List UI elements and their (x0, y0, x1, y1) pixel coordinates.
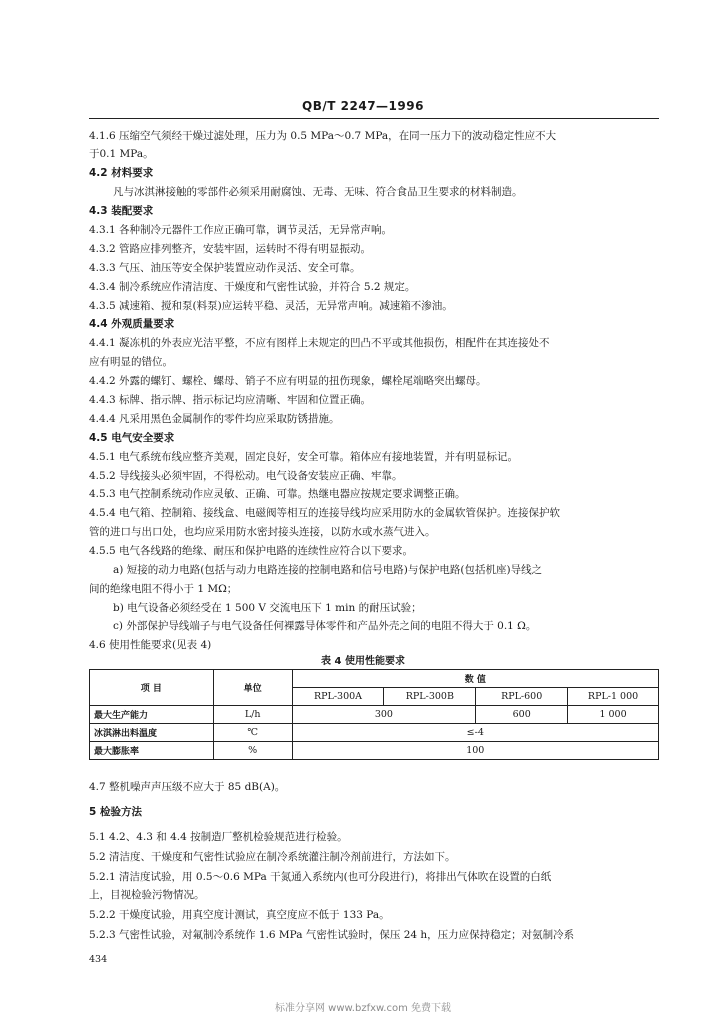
cell-value: 100 (292, 742, 658, 760)
text-line: 4.5.3 电气控制系统动作应灵敏、正确、可靠。热继电器应按规定要求调整正确。 (89, 488, 466, 500)
text-line: c) 外部保护导线端子与电气设备任何裸露导体零件和产品外壳之间的电阻不得大于 0.1 Ω。 (113, 620, 537, 632)
text-line: 上，目视检验污物情况。 (89, 889, 205, 901)
cell-value: ≤-4 (292, 724, 658, 742)
row-unit: % (213, 742, 292, 760)
text-line: 4.3.1 各种制冷元器件工作应正确可靠，调节灵活，无异常声响。 (89, 224, 393, 236)
header-unit: 单位 (213, 670, 292, 706)
table-row (90, 724, 659, 742)
row-unit: L/h (213, 706, 292, 724)
model-header: RPL-300B (384, 688, 476, 706)
text-line: 4.1.6 压缩空气须经干燥过滤处理，压力为 0.5 MPa～0.7 MPa，在同一压力下的波动稳定性应不大 (89, 130, 557, 142)
section-heading: 4.4 外观质量要求 (89, 318, 175, 330)
model-header: RPL-1 000 (568, 688, 659, 706)
cell-value: 300 (292, 706, 476, 724)
text-line: 4.3.5 减速箱、搅和泵(料泵)应运转平稳、灵活，无异常声响。减速箱不渗油。 (89, 300, 453, 312)
text-line: 管的进口与出口处，也均应采用防水密封接头连接，以防水或水蒸气进入。 (89, 526, 436, 538)
section-heading: 5 检验方法 (89, 806, 142, 818)
model-header: RPL-300A (292, 688, 384, 706)
text-line: 5.1 4.2、4.3 和 4.4 按制造厂整机检验规范进行检验。 (89, 831, 348, 843)
text-line: a) 短接的动力电路(包括与动力电路连接的控制电路和信号电路)与保护电路(包括机座)导线之 (113, 564, 543, 576)
section-heading: 4.2 材料要求 (89, 167, 154, 179)
cell-value: 1 000 (568, 706, 659, 724)
text-line: 4.4.4 凡采用黑色金属制作的零件均应采取防锈措施。 (89, 413, 340, 425)
text-line: 5.2.2 干燥度试验，用真空度计测试，真空度应不低于 133 Pa。 (89, 909, 390, 921)
text-line: 4.5.2 导线接头必须牢固，不得松动。电气设备安装应正确、牢靠。 (89, 470, 403, 482)
text-line: 4.3.2 管路应排列整齐，安装牢固，运转时不得有明显振动。 (89, 243, 372, 255)
table-row (90, 706, 659, 724)
text-line: 5.2.3 气密性试验，对氟制冷系统作 1.6 MPa 气密性试验时，保压 24 h，压力应保持稳定；对氨制冷系 (89, 929, 575, 941)
text-line: 4.3.3 气压、油压等安全保护装置应动作灵活、安全可靠。 (89, 262, 361, 274)
header-values: 数 值 (292, 670, 658, 688)
table-caption: 表 4 使用性能要求 (321, 656, 405, 667)
row-label: 最大膨胀率 (90, 742, 214, 760)
text-line: 凡与冰淇淋接触的零部件必须采用耐腐蚀、无毒、无味、符合食品卫生要求的材料制造。 (113, 186, 523, 198)
performance-table (89, 669, 659, 760)
section-heading: 4.3 装配要求 (89, 205, 154, 217)
text-line: 5.2 清洁度、干燥度和气密性试验应在制冷系统灌注制冷剂前进行，方法如下。 (89, 851, 456, 863)
row-unit: ℃ (213, 724, 292, 742)
header-item: 项 目 (90, 670, 214, 706)
cell-value: 600 (476, 706, 568, 724)
text-line: 4.5.1 电气系统布线应整齐美观，固定良好，安全可靠。箱体应有接地装置，并有明显标记。 (89, 451, 519, 463)
section-heading: 4.5 电气安全要求 (89, 432, 175, 444)
row-label: 最大生产能力 (90, 706, 214, 724)
text-line: 4.6 使用性能要求(见表 4) (89, 639, 212, 651)
standard-code-header: QB/T 2247—1996 (302, 99, 424, 113)
text-line: 4.7 整机噪声声压级不应大于 85 dB(A)。 (89, 781, 286, 793)
watermark-footer: 标准分享网 www.bzfxw.com 免费下载 (275, 1003, 451, 1014)
text-line: 4.4.1 凝冻机的外表应光洁平整，不应有图样上未规定的凹凸不平或其他损伤，相配件在其连接处不 (89, 337, 550, 349)
text-line: 间的绝缘电阻不得小于 1 MΩ； (89, 583, 238, 595)
text-line: 于0.1 MPa。 (89, 148, 154, 160)
page-number: 434 (89, 954, 108, 965)
header-rule (89, 118, 659, 119)
text-line: 4.5.5 电气各线路的绝缘、耐压和保护电路的连续性应符合以下要求。 (89, 545, 414, 557)
text-line: b) 电气设备必须经受在 1 500 V 交流电压下 1 min 的耐压试验； (113, 602, 422, 614)
text-line: 5.2.1 清洁度试验，用 0.5～0.6 MPa 干氮通入系统内(也可分段进行)，将排出气体吹在设置的白纸 (89, 871, 552, 883)
table-row (90, 742, 659, 760)
row-label: 冰淇淋出料温度 (90, 724, 214, 742)
text-line: 4.4.3 标牌、指示牌、指示标记均应清晰、牢固和位置正确。 (89, 394, 372, 406)
text-line: 4.3.4 制冷系统应作清洁度、干燥度和气密性试验，并符合 5.2 规定。 (89, 281, 416, 293)
model-header: RPL-600 (476, 688, 568, 706)
text-line: 4.5.4 电气箱、控制箱、接线盒、电磁阀等相互的连接导线均应采用防水的金属软管保护。连接保护软 (89, 507, 561, 519)
text-line: 应有明显的错位。 (89, 356, 173, 368)
text-line: 4.4.2 外露的螺钉、螺栓、螺母、销子不应有明显的扭伤现象，螺栓尾端略突出螺母。 (89, 375, 487, 387)
